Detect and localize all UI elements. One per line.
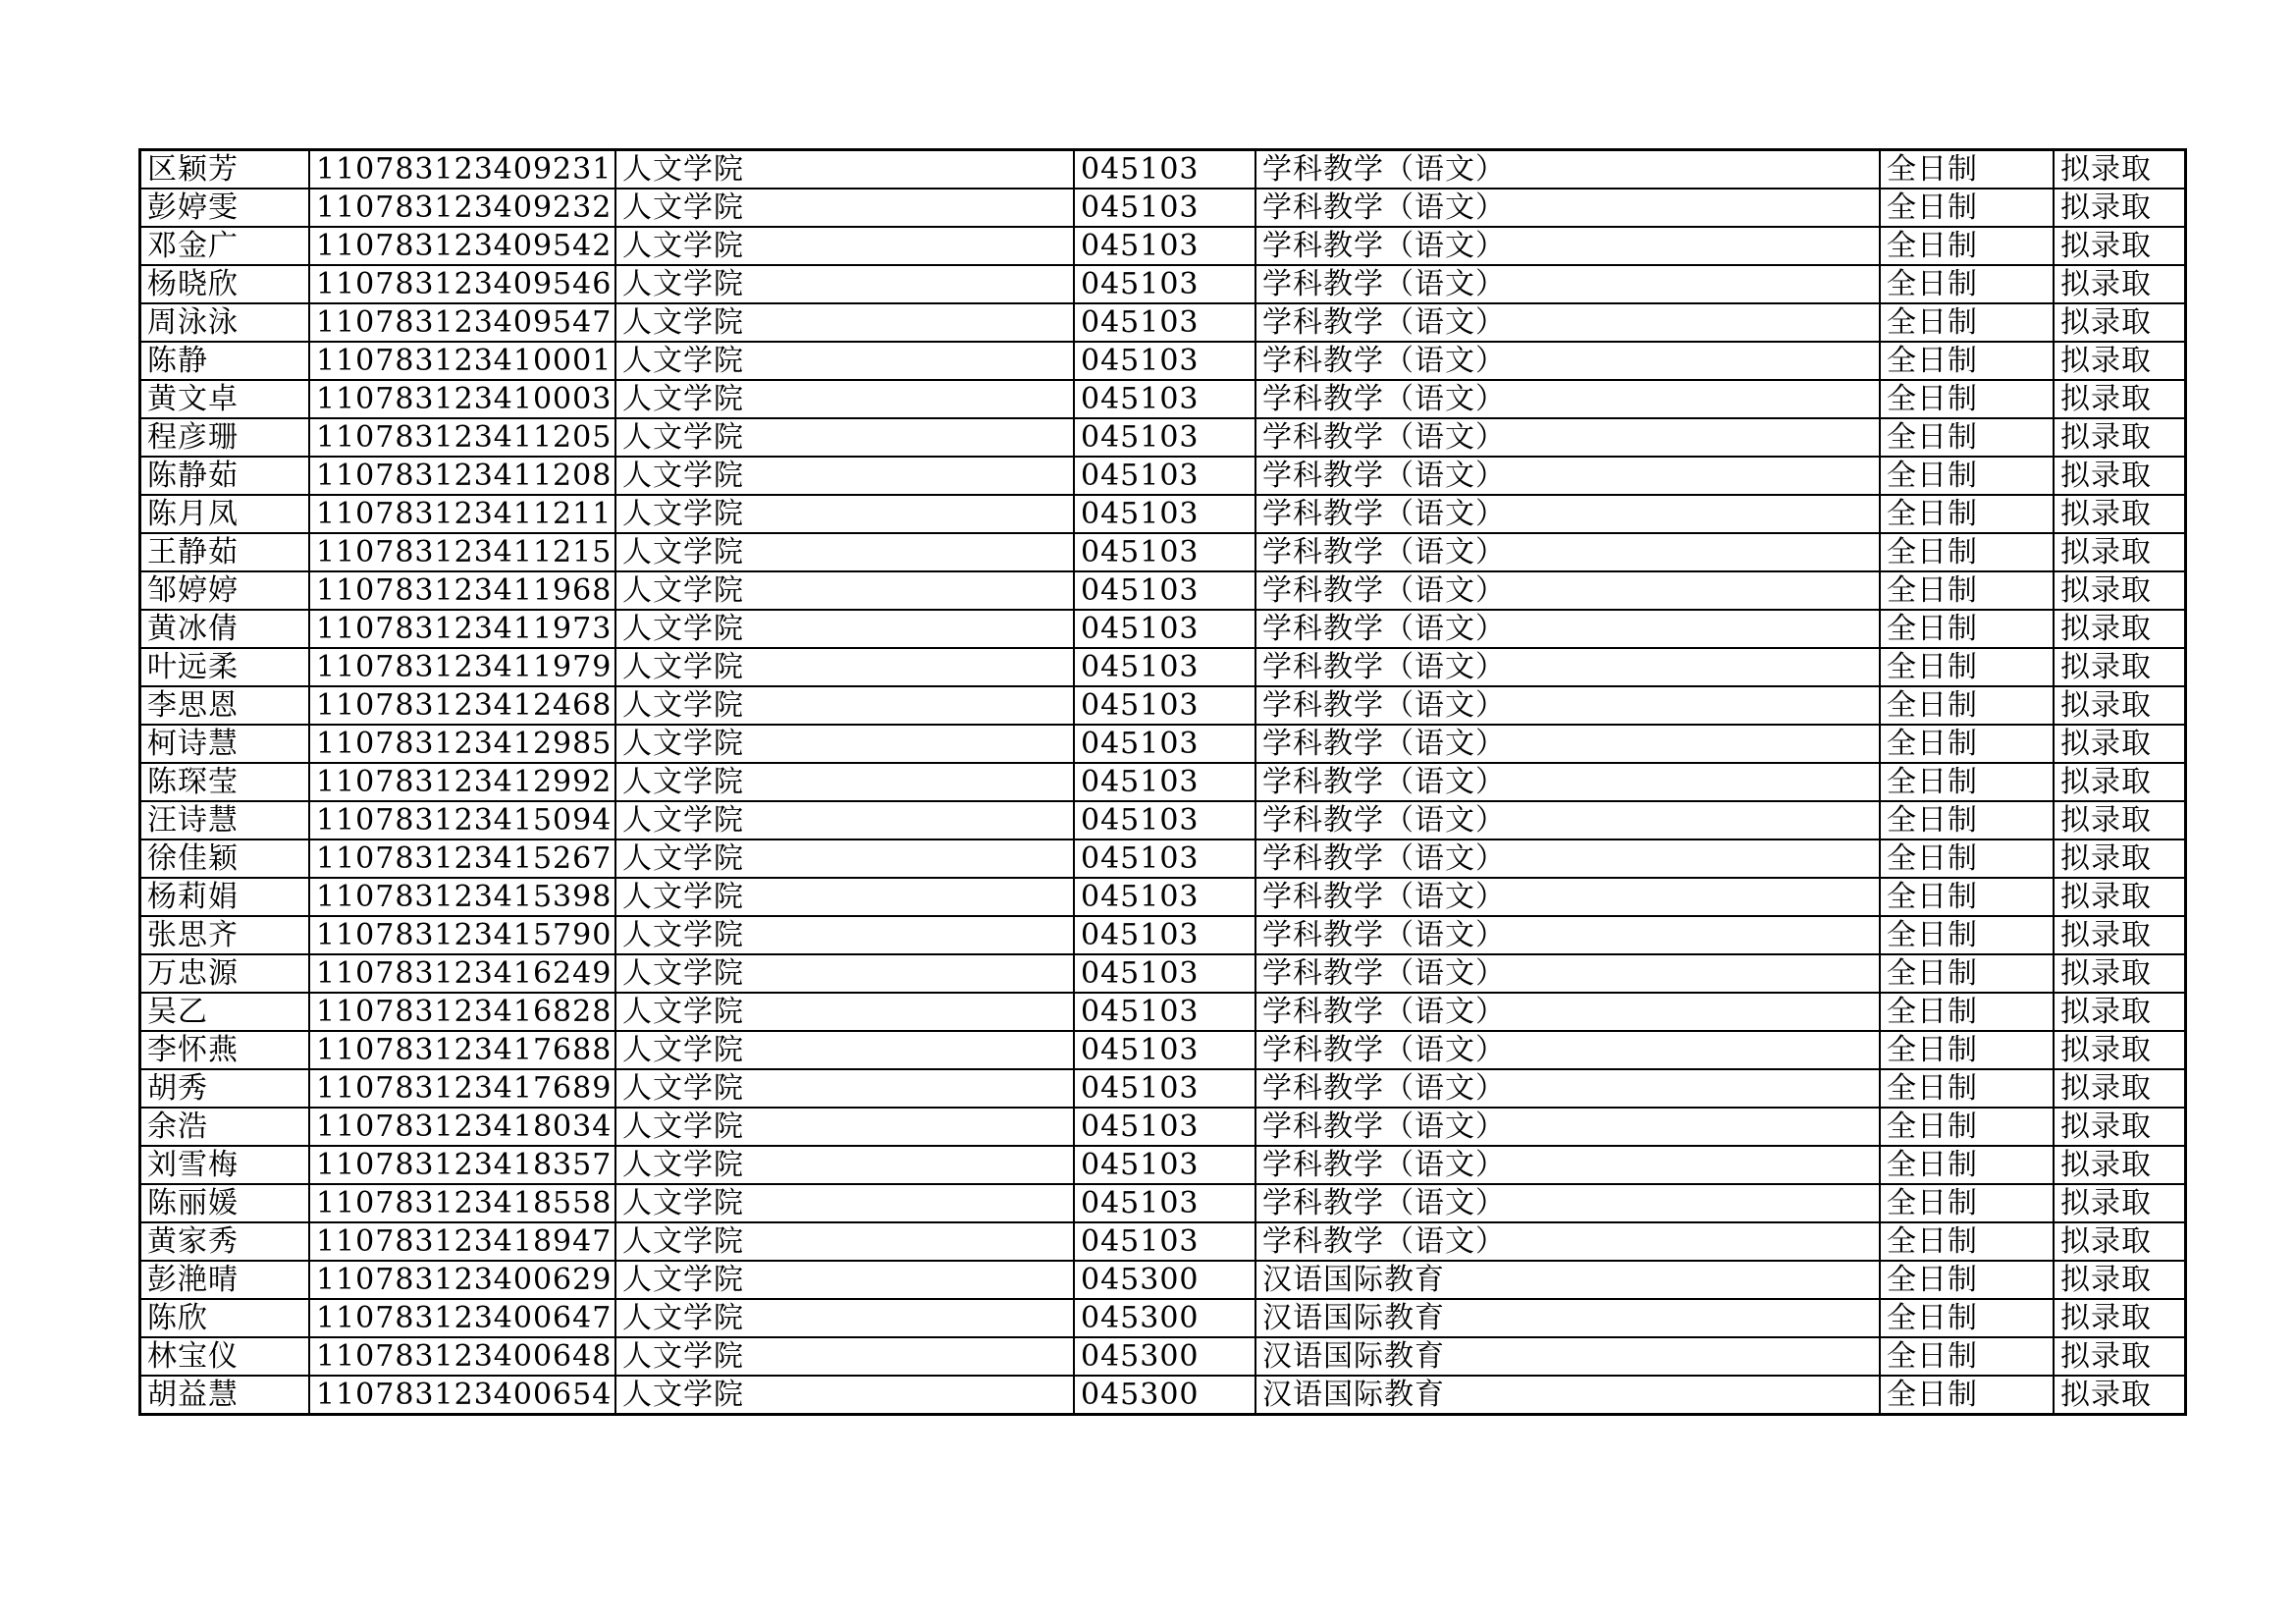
major-code-cell: 045103 — [1074, 1184, 1255, 1222]
major-code-cell: 045300 — [1074, 1299, 1255, 1337]
candidate-id-cell: 110783123415398 — [309, 878, 615, 916]
school-cell: 人文学院 — [615, 839, 1074, 878]
study-type-cell: 全日制 — [1880, 954, 2054, 993]
school-cell: 人文学院 — [615, 993, 1074, 1031]
student-name-cell: 叶远柔 — [140, 648, 310, 686]
admission-status-cell: 拟录取 — [2054, 227, 2186, 265]
admission-status-cell: 拟录取 — [2054, 648, 2186, 686]
major-name-cell: 学科教学（语文） — [1255, 189, 1880, 227]
student-name-cell: 彭滟晴 — [140, 1261, 310, 1299]
school-cell: 人文学院 — [615, 610, 1074, 648]
student-name-cell: 彭婷雯 — [140, 189, 310, 227]
table-row — [140, 1108, 2186, 1146]
school-cell: 人文学院 — [615, 1261, 1074, 1299]
study-type-cell: 全日制 — [1880, 1337, 2054, 1376]
major-code-cell: 045103 — [1074, 495, 1255, 533]
table-row — [140, 954, 2186, 993]
study-type-cell: 全日制 — [1880, 1376, 2054, 1415]
admission-status-cell: 拟录取 — [2054, 457, 2186, 495]
table-row — [140, 189, 2186, 227]
school-cell: 人文学院 — [615, 1184, 1074, 1222]
study-type-cell: 全日制 — [1880, 150, 2054, 189]
admission-status-cell: 拟录取 — [2054, 150, 2186, 189]
student-name-cell: 邹婷婷 — [140, 571, 310, 610]
student-name-cell: 陈静茹 — [140, 457, 310, 495]
table-row — [140, 227, 2186, 265]
study-type-cell: 全日制 — [1880, 1069, 2054, 1108]
school-cell: 人文学院 — [615, 763, 1074, 801]
major-name-cell: 学科教学（语文） — [1255, 265, 1880, 303]
student-name-cell: 吴乙 — [140, 993, 310, 1031]
major-name-cell: 学科教学（语文） — [1255, 533, 1880, 571]
admission-status-cell: 拟录取 — [2054, 1069, 2186, 1108]
major-code-cell: 045103 — [1074, 380, 1255, 418]
admission-status-cell: 拟录取 — [2054, 1031, 2186, 1069]
admission-status-cell: 拟录取 — [2054, 993, 2186, 1031]
admission-status-cell: 拟录取 — [2054, 686, 2186, 725]
major-code-cell: 045103 — [1074, 954, 1255, 993]
major-name-cell: 学科教学（语文） — [1255, 839, 1880, 878]
school-cell: 人文学院 — [615, 533, 1074, 571]
school-cell: 人文学院 — [615, 916, 1074, 954]
table-row — [140, 648, 2186, 686]
school-cell: 人文学院 — [615, 1069, 1074, 1108]
major-name-cell: 学科教学（语文） — [1255, 227, 1880, 265]
study-type-cell: 全日制 — [1880, 1108, 2054, 1146]
school-cell: 人文学院 — [615, 1222, 1074, 1261]
candidate-id-cell: 110783123411208 — [309, 457, 615, 495]
table-row — [140, 1069, 2186, 1108]
major-name-cell: 学科教学（语文） — [1255, 571, 1880, 610]
admission-status-cell: 拟录取 — [2054, 380, 2186, 418]
table-row — [140, 1222, 2186, 1261]
candidate-id-cell: 110783123400629 — [309, 1261, 615, 1299]
candidate-id-cell: 110783123411215 — [309, 533, 615, 571]
major-name-cell: 学科教学（语文） — [1255, 993, 1880, 1031]
student-name-cell: 李怀燕 — [140, 1031, 310, 1069]
major-name-cell: 汉语国际教育 — [1255, 1299, 1880, 1337]
major-code-cell: 045300 — [1074, 1376, 1255, 1415]
admission-status-cell: 拟录取 — [2054, 954, 2186, 993]
candidate-id-cell: 110783123412992 — [309, 763, 615, 801]
major-code-cell: 045103 — [1074, 1069, 1255, 1108]
student-name-cell: 陈月凤 — [140, 495, 310, 533]
table-row — [140, 380, 2186, 418]
study-type-cell: 全日制 — [1880, 303, 2054, 342]
school-cell: 人文学院 — [615, 227, 1074, 265]
candidate-id-cell: 110783123417689 — [309, 1069, 615, 1108]
student-name-cell: 万忠源 — [140, 954, 310, 993]
candidate-id-cell: 110783123409546 — [309, 265, 615, 303]
school-cell: 人文学院 — [615, 342, 1074, 380]
major-code-cell: 045103 — [1074, 1031, 1255, 1069]
student-name-cell: 陈丽媛 — [140, 1184, 310, 1222]
admission-status-cell: 拟录取 — [2054, 571, 2186, 610]
candidate-id-cell: 110783123409232 — [309, 189, 615, 227]
school-cell: 人文学院 — [615, 725, 1074, 763]
table-row — [140, 533, 2186, 571]
major-code-cell: 045103 — [1074, 457, 1255, 495]
study-type-cell: 全日制 — [1880, 916, 2054, 954]
student-name-cell: 李思恩 — [140, 686, 310, 725]
study-type-cell: 全日制 — [1880, 1299, 2054, 1337]
table-row — [140, 265, 2186, 303]
study-type-cell: 全日制 — [1880, 801, 2054, 839]
school-cell: 人文学院 — [615, 150, 1074, 189]
school-cell: 人文学院 — [615, 801, 1074, 839]
school-cell: 人文学院 — [615, 1376, 1074, 1415]
major-code-cell: 045103 — [1074, 686, 1255, 725]
candidate-id-cell: 110783123415267 — [309, 839, 615, 878]
student-name-cell: 陈欣 — [140, 1299, 310, 1337]
candidate-id-cell: 110783123400647 — [309, 1299, 615, 1337]
major-name-cell: 学科教学（语文） — [1255, 1184, 1880, 1222]
study-type-cell: 全日制 — [1880, 1184, 2054, 1222]
admission-status-cell: 拟录取 — [2054, 303, 2186, 342]
table-row — [140, 1299, 2186, 1337]
table-row — [140, 457, 2186, 495]
student-name-cell: 王静茹 — [140, 533, 310, 571]
school-cell: 人文学院 — [615, 495, 1074, 533]
major-code-cell: 045103 — [1074, 648, 1255, 686]
candidate-id-cell: 110783123416249 — [309, 954, 615, 993]
candidate-id-cell: 110783123412468 — [309, 686, 615, 725]
major-code-cell: 045103 — [1074, 227, 1255, 265]
student-name-cell: 周泳泳 — [140, 303, 310, 342]
major-code-cell: 045103 — [1074, 916, 1255, 954]
major-name-cell: 学科教学（语文） — [1255, 418, 1880, 457]
major-code-cell: 045103 — [1074, 801, 1255, 839]
student-name-cell: 胡秀 — [140, 1069, 310, 1108]
admission-status-cell: 拟录取 — [2054, 1146, 2186, 1184]
table-row — [140, 839, 2186, 878]
student-name-cell: 陈静 — [140, 342, 310, 380]
candidate-id-cell: 110783123412985 — [309, 725, 615, 763]
school-cell: 人文学院 — [615, 1337, 1074, 1376]
major-name-cell: 学科教学（语文） — [1255, 954, 1880, 993]
school-cell: 人文学院 — [615, 1108, 1074, 1146]
study-type-cell: 全日制 — [1880, 533, 2054, 571]
table-row — [140, 303, 2186, 342]
major-code-cell: 045103 — [1074, 725, 1255, 763]
table-row — [140, 878, 2186, 916]
school-cell: 人文学院 — [615, 648, 1074, 686]
study-type-cell: 全日制 — [1880, 610, 2054, 648]
school-cell: 人文学院 — [615, 1299, 1074, 1337]
study-type-cell: 全日制 — [1880, 1261, 2054, 1299]
candidate-id-cell: 110783123411979 — [309, 648, 615, 686]
major-name-cell: 学科教学（语文） — [1255, 1031, 1880, 1069]
major-name-cell: 学科教学（语文） — [1255, 686, 1880, 725]
major-code-cell: 045103 — [1074, 189, 1255, 227]
table-row — [140, 1337, 2186, 1376]
major-name-cell: 学科教学（语文） — [1255, 801, 1880, 839]
major-code-cell: 045103 — [1074, 1222, 1255, 1261]
admission-status-cell: 拟录取 — [2054, 495, 2186, 533]
table-row — [140, 571, 2186, 610]
admission-status-cell: 拟录取 — [2054, 189, 2186, 227]
admission-status-cell: 拟录取 — [2054, 533, 2186, 571]
major-name-cell: 学科教学（语文） — [1255, 648, 1880, 686]
admission-table-body — [140, 150, 2186, 1415]
table-row — [140, 1031, 2186, 1069]
major-code-cell: 045300 — [1074, 1261, 1255, 1299]
candidate-id-cell: 110783123418034 — [309, 1108, 615, 1146]
study-type-cell: 全日制 — [1880, 725, 2054, 763]
admission-table — [138, 148, 2187, 1416]
school-cell: 人文学院 — [615, 418, 1074, 457]
table-row — [140, 610, 2186, 648]
candidate-id-cell: 110783123415790 — [309, 916, 615, 954]
study-type-cell: 全日制 — [1880, 457, 2054, 495]
admission-status-cell: 拟录取 — [2054, 1376, 2186, 1415]
candidate-id-cell: 110783123410003 — [309, 380, 615, 418]
table-row — [140, 342, 2186, 380]
major-name-cell: 学科教学（语文） — [1255, 725, 1880, 763]
study-type-cell: 全日制 — [1880, 1222, 2054, 1261]
student-name-cell: 柯诗慧 — [140, 725, 310, 763]
study-type-cell: 全日制 — [1880, 495, 2054, 533]
table-row — [140, 725, 2186, 763]
major-name-cell: 学科教学（语文） — [1255, 1108, 1880, 1146]
admission-status-cell: 拟录取 — [2054, 610, 2186, 648]
student-name-cell: 杨莉娟 — [140, 878, 310, 916]
table-row — [140, 686, 2186, 725]
major-code-cell: 045103 — [1074, 1146, 1255, 1184]
table-row — [140, 1146, 2186, 1184]
admission-status-cell: 拟录取 — [2054, 878, 2186, 916]
candidate-id-cell: 110783123418558 — [309, 1184, 615, 1222]
study-type-cell: 全日制 — [1880, 648, 2054, 686]
school-cell: 人文学院 — [615, 954, 1074, 993]
admission-status-cell: 拟录取 — [2054, 1184, 2186, 1222]
study-type-cell: 全日制 — [1880, 878, 2054, 916]
admission-status-cell: 拟录取 — [2054, 342, 2186, 380]
study-type-cell: 全日制 — [1880, 227, 2054, 265]
major-name-cell: 学科教学（语文） — [1255, 916, 1880, 954]
admission-status-cell: 拟录取 — [2054, 265, 2186, 303]
candidate-id-cell: 110783123418947 — [309, 1222, 615, 1261]
major-name-cell: 汉语国际教育 — [1255, 1337, 1880, 1376]
candidate-id-cell: 110783123411968 — [309, 571, 615, 610]
major-name-cell: 学科教学（语文） — [1255, 303, 1880, 342]
major-name-cell: 学科教学（语文） — [1255, 1069, 1880, 1108]
table-row — [140, 1376, 2186, 1415]
candidate-id-cell: 110783123411211 — [309, 495, 615, 533]
major-name-cell: 学科教学（语文） — [1255, 495, 1880, 533]
major-code-cell: 045103 — [1074, 342, 1255, 380]
student-name-cell: 刘雪梅 — [140, 1146, 310, 1184]
table-row — [140, 993, 2186, 1031]
table-row — [140, 495, 2186, 533]
major-code-cell: 045103 — [1074, 839, 1255, 878]
table-row — [140, 763, 2186, 801]
major-code-cell: 045103 — [1074, 571, 1255, 610]
major-name-cell: 学科教学（语文） — [1255, 763, 1880, 801]
study-type-cell: 全日制 — [1880, 686, 2054, 725]
study-type-cell: 全日制 — [1880, 763, 2054, 801]
admission-status-cell: 拟录取 — [2054, 418, 2186, 457]
student-name-cell: 徐佳颖 — [140, 839, 310, 878]
admission-status-cell: 拟录取 — [2054, 1299, 2186, 1337]
major-code-cell: 045103 — [1074, 265, 1255, 303]
candidate-id-cell: 110783123409231 — [309, 150, 615, 189]
candidate-id-cell: 110783123411973 — [309, 610, 615, 648]
student-name-cell: 张思齐 — [140, 916, 310, 954]
student-name-cell: 汪诗慧 — [140, 801, 310, 839]
student-name-cell: 黄冰倩 — [140, 610, 310, 648]
candidate-id-cell: 110783123409547 — [309, 303, 615, 342]
study-type-cell: 全日制 — [1880, 1146, 2054, 1184]
candidate-id-cell: 110783123400654 — [309, 1376, 615, 1415]
major-code-cell: 045103 — [1074, 1108, 1255, 1146]
admission-list-page — [138, 148, 2163, 1416]
admission-status-cell: 拟录取 — [2054, 725, 2186, 763]
study-type-cell: 全日制 — [1880, 571, 2054, 610]
candidate-id-cell: 110783123416828 — [309, 993, 615, 1031]
study-type-cell: 全日制 — [1880, 342, 2054, 380]
student-name-cell: 陈琛莹 — [140, 763, 310, 801]
admission-status-cell: 拟录取 — [2054, 1261, 2186, 1299]
major-name-cell: 学科教学（语文） — [1255, 610, 1880, 648]
admission-status-cell: 拟录取 — [2054, 763, 2186, 801]
table-row — [140, 1261, 2186, 1299]
study-type-cell: 全日制 — [1880, 1031, 2054, 1069]
candidate-id-cell: 110783123417688 — [309, 1031, 615, 1069]
student-name-cell: 余浩 — [140, 1108, 310, 1146]
major-code-cell: 045103 — [1074, 418, 1255, 457]
study-type-cell: 全日制 — [1880, 839, 2054, 878]
major-name-cell: 学科教学（语文） — [1255, 150, 1880, 189]
major-name-cell: 汉语国际教育 — [1255, 1376, 1880, 1415]
major-code-cell: 045103 — [1074, 878, 1255, 916]
candidate-id-cell: 110783123400648 — [309, 1337, 615, 1376]
major-code-cell: 045103 — [1074, 150, 1255, 189]
school-cell: 人文学院 — [615, 457, 1074, 495]
table-row — [140, 1184, 2186, 1222]
admission-status-cell: 拟录取 — [2054, 1222, 2186, 1261]
table-row — [140, 150, 2186, 189]
table-row — [140, 418, 2186, 457]
student-name-cell: 区颖芳 — [140, 150, 310, 189]
admission-status-cell: 拟录取 — [2054, 916, 2186, 954]
major-name-cell: 学科教学（语文） — [1255, 380, 1880, 418]
student-name-cell: 黄文卓 — [140, 380, 310, 418]
school-cell: 人文学院 — [615, 189, 1074, 227]
major-name-cell: 汉语国际教育 — [1255, 1261, 1880, 1299]
student-name-cell: 邓金广 — [140, 227, 310, 265]
major-name-cell: 学科教学（语文） — [1255, 457, 1880, 495]
student-name-cell: 胡益慧 — [140, 1376, 310, 1415]
school-cell: 人文学院 — [615, 303, 1074, 342]
major-name-cell: 学科教学（语文） — [1255, 1146, 1880, 1184]
major-name-cell: 学科教学（语文） — [1255, 342, 1880, 380]
major-name-cell: 学科教学（语文） — [1255, 878, 1880, 916]
school-cell: 人文学院 — [615, 1031, 1074, 1069]
student-name-cell: 杨晓欣 — [140, 265, 310, 303]
student-name-cell: 程彦珊 — [140, 418, 310, 457]
school-cell: 人文学院 — [615, 878, 1074, 916]
candidate-id-cell: 110783123410001 — [309, 342, 615, 380]
major-name-cell: 学科教学（语文） — [1255, 1222, 1880, 1261]
school-cell: 人文学院 — [615, 1146, 1074, 1184]
admission-status-cell: 拟录取 — [2054, 801, 2186, 839]
study-type-cell: 全日制 — [1880, 380, 2054, 418]
major-code-cell: 045103 — [1074, 533, 1255, 571]
major-code-cell: 045103 — [1074, 993, 1255, 1031]
school-cell: 人文学院 — [615, 265, 1074, 303]
major-code-cell: 045300 — [1074, 1337, 1255, 1376]
study-type-cell: 全日制 — [1880, 993, 2054, 1031]
study-type-cell: 全日制 — [1880, 189, 2054, 227]
table-row — [140, 916, 2186, 954]
major-code-cell: 045103 — [1074, 303, 1255, 342]
admission-status-cell: 拟录取 — [2054, 1337, 2186, 1376]
candidate-id-cell: 110783123415094 — [309, 801, 615, 839]
admission-status-cell: 拟录取 — [2054, 839, 2186, 878]
candidate-id-cell: 110783123411205 — [309, 418, 615, 457]
study-type-cell: 全日制 — [1880, 265, 2054, 303]
major-code-cell: 045103 — [1074, 610, 1255, 648]
study-type-cell: 全日制 — [1880, 418, 2054, 457]
school-cell: 人文学院 — [615, 380, 1074, 418]
admission-status-cell: 拟录取 — [2054, 1108, 2186, 1146]
candidate-id-cell: 110783123418357 — [309, 1146, 615, 1184]
student-name-cell: 林宝仪 — [140, 1337, 310, 1376]
school-cell: 人文学院 — [615, 571, 1074, 610]
major-code-cell: 045103 — [1074, 763, 1255, 801]
table-row — [140, 801, 2186, 839]
candidate-id-cell: 110783123409542 — [309, 227, 615, 265]
school-cell: 人文学院 — [615, 686, 1074, 725]
student-name-cell: 黄家秀 — [140, 1222, 310, 1261]
